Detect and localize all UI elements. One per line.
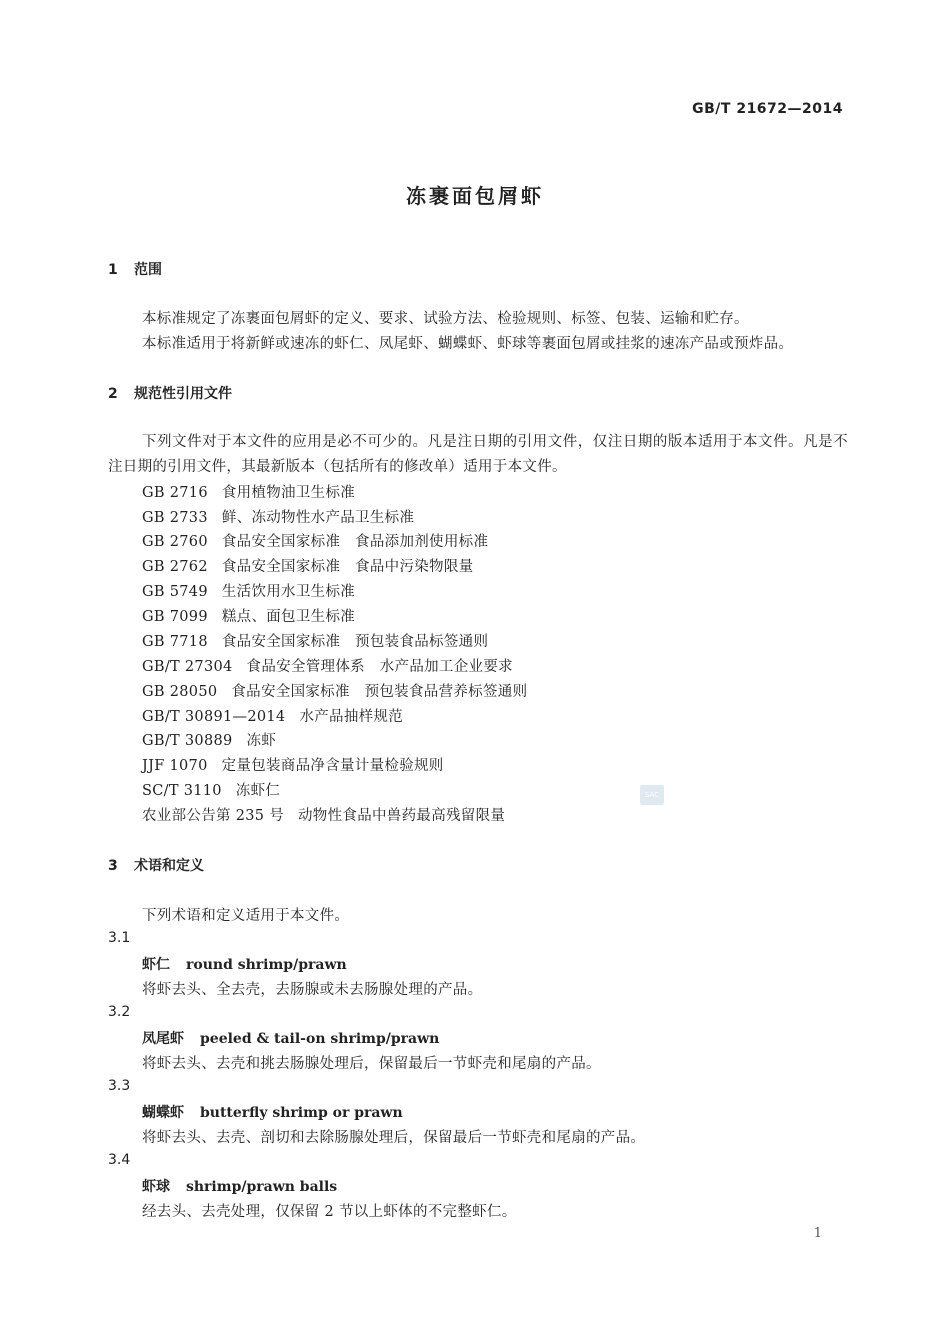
- reference-title: 糕点、面包卫生标准: [221, 609, 356, 625]
- scope-paragraph-1: 本标准规定了冻裹面包屑虾的定义、要求、试验方法、检验规则、标签、包装、运输和贮存。: [142, 311, 749, 327]
- reference-item: [142, 655, 513, 676]
- section-number: 3: [108, 858, 118, 874]
- reference-code: GB/T 27304: [142, 659, 233, 675]
- term-en: peeled & tail-on shrimp/prawn: [200, 1031, 440, 1047]
- term-definition: 将虾去头、去壳、剖切和去除肠腺处理后，保留最后一节虾壳和尾扇的产品。: [142, 1130, 646, 1146]
- reference-title: 食品安全国家标准 食品添加剂使用标准: [221, 534, 489, 550]
- reference-item: [142, 580, 355, 601]
- term-number: 3.3: [108, 1078, 131, 1094]
- reference-title: 食用植物油卫生标准: [221, 485, 356, 501]
- reference-item: [142, 555, 473, 576]
- reference-title: 冻虾仁: [235, 783, 281, 799]
- reference-code: GB 2733: [142, 510, 208, 526]
- reference-item: [142, 605, 355, 626]
- term-number: 3.2: [108, 1004, 131, 1020]
- reference-item: [142, 804, 505, 825]
- reference-item: [142, 630, 488, 651]
- terms-intro: 下列术语和定义适用于本文件。: [142, 908, 350, 924]
- term-definition: 将虾去头、去壳和挑去肠腺处理后，保留最后一节虾壳和尾扇的产品。: [142, 1056, 601, 1072]
- reference-item: [142, 506, 414, 527]
- reference-item: [142, 680, 527, 701]
- section-heading-refs: [108, 383, 232, 403]
- document-title: 冻裹面包屑虾: [406, 184, 544, 208]
- reference-code: GB/T 30891—2014: [142, 709, 286, 725]
- reference-title: 食品安全国家标准 预包装食品标签通则: [221, 634, 489, 650]
- refs-intro-paragraph: 下列文件对于本文件的应用是必不可少的。凡是注日期的引用文件，仅注日期的版本适用于本文件。凡是不注日期的引用文件，其最新版本（包括所有的修改单）适用于本文件。: [108, 434, 848, 475]
- reference-item: [142, 705, 403, 726]
- reference-code: SC/T 3110: [142, 783, 222, 799]
- reference-code: GB 2760: [142, 534, 208, 550]
- term-definition: 将虾去头、全去壳，去肠腺或未去肠腺处理的产品。: [142, 982, 483, 998]
- term-cn: 凤尾虾: [142, 1031, 184, 1047]
- reference-code: GB 2716: [142, 485, 208, 501]
- reference-code: GB 7718: [142, 634, 208, 650]
- reference-code: GB/T 30889: [142, 733, 233, 749]
- reference-title: 食品安全国家标准 食品中污染物限量: [221, 559, 474, 575]
- term-number: 3.1: [108, 930, 131, 946]
- reference-title: 食品安全国家标准 预包装食品营养标签通则: [231, 684, 528, 700]
- term-en: shrimp/prawn balls: [186, 1179, 338, 1195]
- section-title: 术语和定义: [134, 858, 204, 874]
- section-heading-terms: [108, 855, 204, 875]
- reference-title: 定量包装商品净含量计量检验规则: [221, 758, 444, 774]
- reference-title: 食品安全管理体系 水产品加工企业要求: [246, 659, 513, 675]
- sac-watermark-logo: SAC: [640, 785, 664, 805]
- page-number: 1: [813, 1226, 822, 1241]
- scope-paragraph-2: 本标准适用于将新鲜或速冻的虾仁、凤尾虾、蝴蝶虾、虾球等裹面包屑或挂浆的速冻产品或预炸品。: [142, 336, 794, 352]
- reference-code: GB 2762: [142, 559, 208, 575]
- term-cn: 虾仁: [142, 957, 170, 973]
- reference-item: [142, 779, 280, 800]
- section-heading-scope: [108, 259, 162, 279]
- section-number: 2: [108, 386, 118, 402]
- term-en: butterfly shrimp or prawn: [200, 1105, 403, 1121]
- term-heading: [142, 1102, 403, 1122]
- reference-title: 水产品抽样规范: [299, 709, 404, 725]
- reference-item: [142, 530, 488, 551]
- term-heading: [142, 1028, 439, 1048]
- reference-code: 农业部公告第 235 号: [142, 808, 284, 824]
- reference-code: GB 7099: [142, 609, 208, 625]
- section-number: 1: [108, 262, 118, 278]
- term-definition: 经去头、去壳处理，仅保留 2 节以上虾体的不完整虾仁。: [142, 1204, 517, 1220]
- reference-code: GB 28050: [142, 684, 218, 700]
- term-heading: [142, 1176, 337, 1196]
- reference-title: 冻虾: [246, 733, 277, 749]
- section-title: 规范性引用文件: [134, 386, 232, 402]
- standard-code: GB/T 21672—2014: [692, 101, 843, 117]
- term-cn: 虾球: [142, 1179, 170, 1195]
- reference-item: [142, 481, 355, 502]
- term-cn: 蝴蝶虾: [142, 1105, 184, 1121]
- reference-title: 动物性食品中兽药最高残留限量: [298, 808, 506, 824]
- term-number: 3.4: [108, 1152, 131, 1168]
- reference-code: GB 5749: [142, 584, 208, 600]
- term-en: round shrimp/prawn: [186, 957, 347, 973]
- section-title: 范围: [134, 262, 162, 278]
- reference-item: [142, 754, 444, 775]
- reference-item: [142, 729, 276, 750]
- reference-code: JJF 1070: [142, 758, 208, 774]
- reference-title: 生活饮用水卫生标准: [221, 584, 356, 600]
- term-heading: [142, 954, 347, 974]
- reference-title: 鲜、冻动物性水产品卫生标准: [221, 510, 415, 526]
